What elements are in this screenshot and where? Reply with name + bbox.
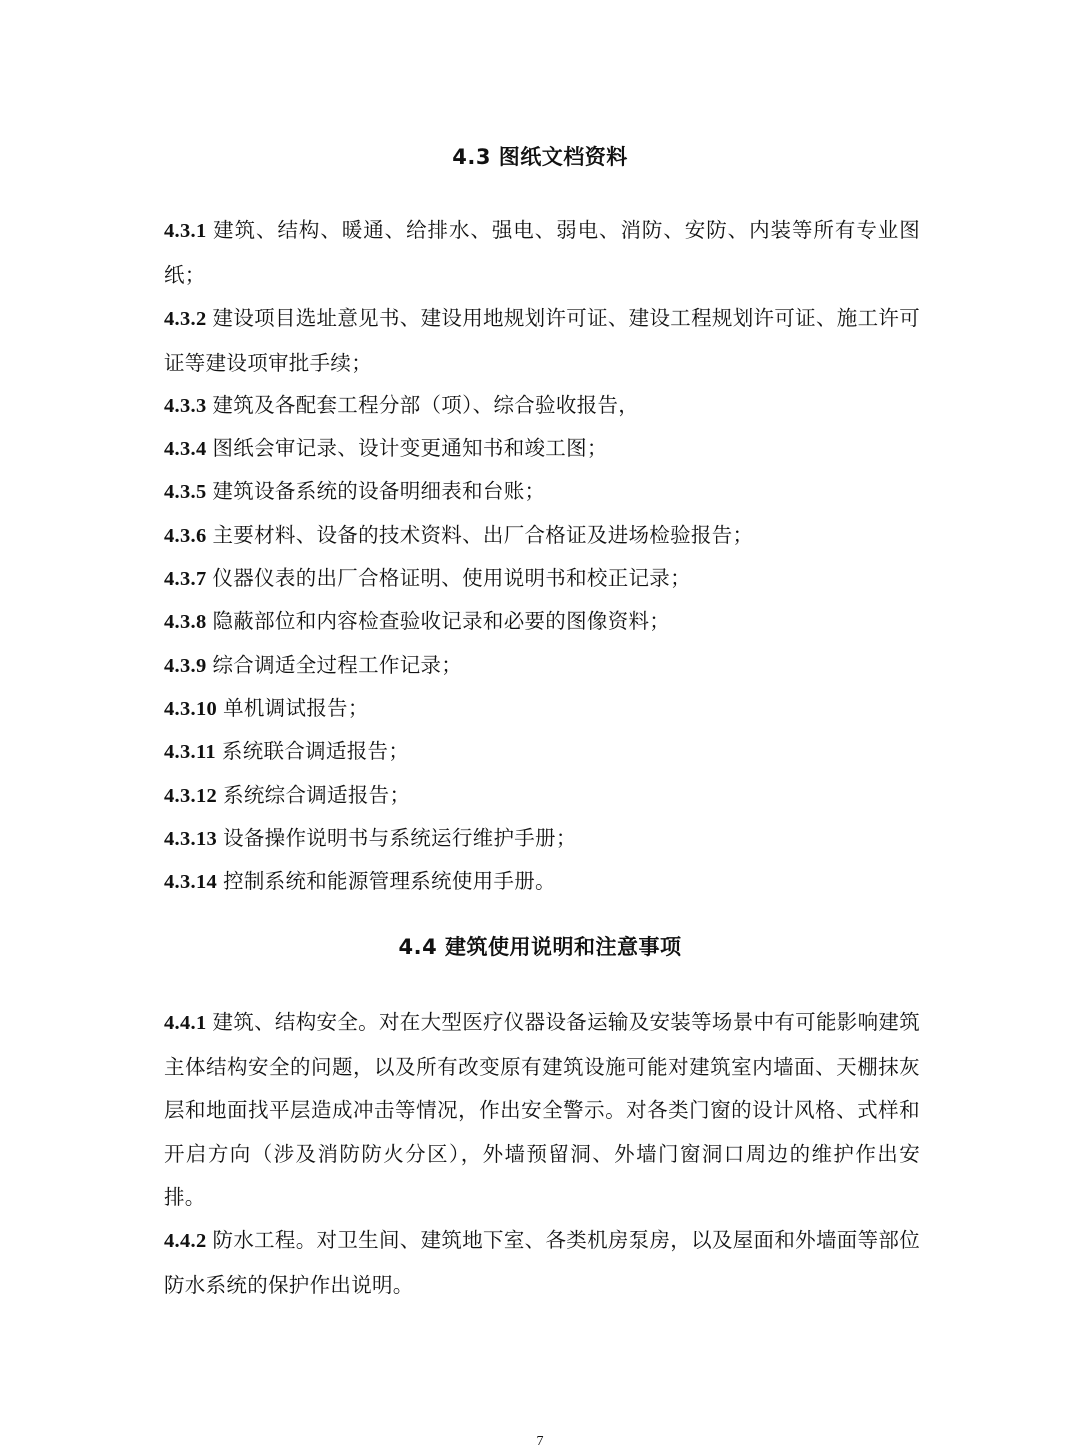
clause-text: 系统综合调适报告；: [223, 783, 411, 807]
clause-4-3-8: [164, 600, 920, 645]
clause-text: 防水工程。对卫生间、建筑地下室、各类机房泵房，以及屋面和外墙面等部位防水系统的保护作出说明。: [164, 1228, 920, 1297]
clause-number: 4.3.6: [164, 525, 207, 547]
page-number: 7: [536, 1434, 544, 1449]
clause-text: 建筑设备系统的设备明细表和台账；: [212, 479, 546, 503]
clause-number: 4.3.10: [164, 698, 218, 720]
clause-text: 综合调适全过程工作记录；: [212, 653, 463, 677]
clause-text: 单机调试报告；: [223, 696, 369, 720]
clause-4-3-11: [164, 730, 920, 775]
clause-4-3-4: [164, 427, 920, 472]
clause-number: 4.3.2: [164, 308, 207, 330]
clause-number: 4.4.1: [164, 1012, 207, 1034]
clause-4-3-7: [164, 557, 920, 602]
clause-number: 4.3.9: [164, 655, 207, 677]
clause-4-3-13: [164, 817, 920, 862]
clause-text: 建筑、结构安全。对在大型医疗仪器设备运输及安装等场景中有可能影响建筑主体结构安全的问题，以及所有改变原有建筑设施可能对建筑室内墙面、天棚抹灰层和地面找平层造成冲击等情况，作出安全警示。对各类门窗的设计风格、式样和开启方向（涉及消防防火分区），外墙预留洞、外墙门窗洞口周边的维护作出安排。: [164, 1010, 920, 1209]
clause-number: 4.3.13: [164, 828, 218, 850]
clause-4-3-1: [164, 209, 920, 297]
clause-4-3-10: [164, 687, 920, 732]
clause-number: 4.3.4: [164, 438, 207, 460]
clause-text: 建筑、结构、暖通、给排水、强电、弱电、消防、安防、内装等所有专业图纸；: [164, 218, 920, 287]
clause-number: 4.3.11: [164, 741, 216, 763]
clause-text: 图纸会审记录、设计变更通知书和竣工图；: [212, 436, 608, 460]
clause-number: 4.3.5: [164, 481, 207, 503]
clause-text: 建设项目选址意见书、建设用地规划许可证、建设工程规划许可证、施工许可证等建设项审批手续；: [164, 306, 920, 375]
clause-4-3-3: [164, 384, 920, 429]
clause-4-3-14: [164, 860, 920, 905]
clause-text: 主要材料、设备的技术资料、出厂合格证及进场检验报告；: [212, 523, 754, 547]
clause-number: 4.4.2: [164, 1230, 207, 1252]
clause-number: 4.3.1: [164, 220, 207, 242]
clause-text: 隐蔽部位和内容检查验收记录和必要的图像资料；: [212, 609, 671, 633]
clause-text: 建筑及各配套工程分部（项）、综合验收报告，: [212, 393, 640, 417]
section-heading-4-3: 4.3 图纸文档资料: [452, 145, 628, 169]
clause-text: 控制系统和能源管理系统使用手册。: [223, 869, 556, 893]
clause-4-3-9: [164, 644, 920, 689]
clause-4-3-2: [164, 297, 920, 385]
clause-number: 4.3.8: [164, 611, 207, 633]
clause-4-3-12: [164, 774, 920, 819]
clause-4-4-2: [164, 1219, 920, 1307]
clause-text: 设备操作说明书与系统运行维护手册；: [223, 826, 577, 850]
clause-number: 4.3.14: [164, 871, 218, 893]
clause-text: 仪器仪表的出厂合格证明、使用说明书和校正记录；: [212, 566, 691, 590]
clause-text: 系统联合调适报告；: [221, 739, 410, 763]
clause-number: 4.3.3: [164, 395, 207, 417]
clause-4-4-1: [164, 1001, 920, 1220]
clause-4-3-6: [164, 514, 920, 559]
clause-number: 4.3.7: [164, 568, 207, 590]
section-heading-4-4: 4.4 建筑使用说明和注意事项: [398, 935, 682, 959]
clause-number: 4.3.12: [164, 785, 218, 807]
clause-4-3-5: [164, 470, 920, 515]
